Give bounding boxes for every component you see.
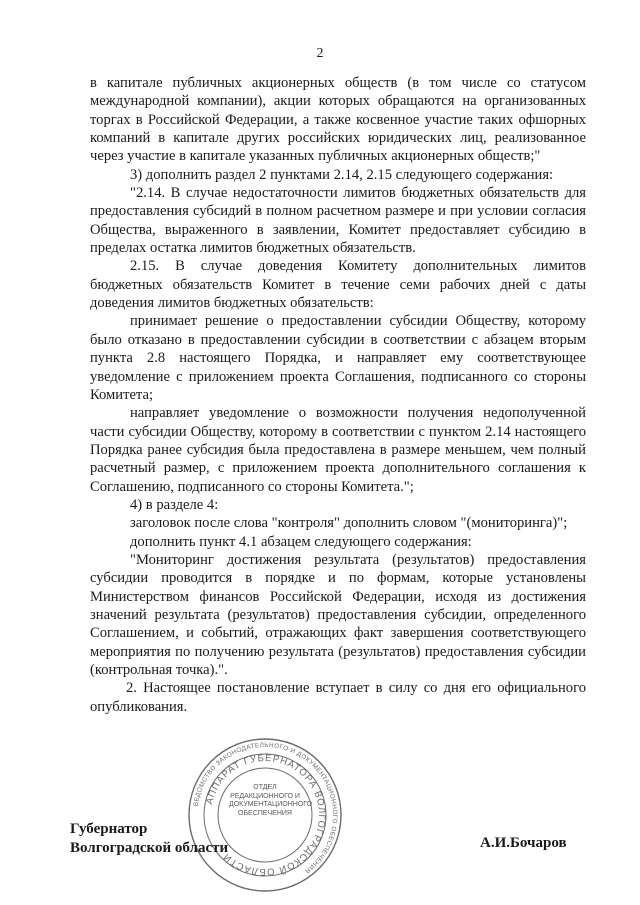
stamp-ring-text: АППАРАТ ГУБЕРНАТОРА ВОЛГОГРАДСКОЙ ОБЛАСТИ xyxy=(204,752,328,878)
stamp-inner-line: ДОКУМЕНТАЦИОННОГО xyxy=(229,801,313,808)
signatory-region: Волгоградской области xyxy=(70,840,229,856)
stamp-inner-line: ОТДЕЛ xyxy=(253,784,277,791)
paragraph: дополнить пункт 4.1 абзацем следующего содержания: xyxy=(130,533,472,550)
paragraph: 2. Настоящее постановление вступает в силу со дня его официального опубликования. xyxy=(90,680,586,715)
signatory-position: Губернатор xyxy=(70,821,148,837)
paragraph: "Мониторинг достижения результата (результатов) предоставления субсидии проводится в порядке и по формам, которые установлены Министерством финансов Российской Федерации, исходя из достижения значений результата (результатов) предоставления субсидии, определенного Соглашением, и событий, отражающих факт завершения соответствующего мероприятия по получению результата (результатов) предоставления субсидии (контрольная точка).". xyxy=(90,551,586,678)
paragraph: принимает решение о предоставлении субсидии Обществу, которому было отказано в предоставлении субсидии в соответствии с абзацем вторым пункта 2.8 настоящего Порядка, и направляет ему соответствующее уведомление с приложением проекта Соглашения, подписанного со стороны Комитета; xyxy=(90,313,586,403)
stamp-inner-line: ОБЕСПЕЧЕНИЯ xyxy=(238,809,292,817)
stamp-outer-text: ВЕДОМСТВО ЗАКОНОДАТЕЛЬНОГО И ДОКУМЕНТАЦИОННОГО ОБЕСПЕЧЕНИЯ xyxy=(192,741,339,875)
paragraph: заголовок после слова "контроля" дополнить словом "(мониторинга)"; xyxy=(130,515,568,532)
paragraph: 2.15. В случае доведения Комитету дополнительных лимитов бюджетных обязательств Комитет в течение семи рабочих дней с даты доведения лимитов бюджетных обязательств: xyxy=(90,258,586,312)
signature-title xyxy=(70,820,228,858)
paragraph: направляет уведомление о возможности получения недополученной части субсидии Обществу, которому в соответствии с пунктом 2.14 настоящего Порядка ранее субсидия была предоставлена в размере меньшем, чем полный расчетный размер, с приложением проекта дополнительного соглашения к Соглашению, подписанного со стороны Комитета."; xyxy=(90,405,586,495)
paragraph: 4) в разделе 4: xyxy=(130,496,219,513)
paragraph: в капитале публичных акционерных обществ (в том числе со статусом международной компании), акции которых обращаются на организованных торгах в Российской Федерации, а также косвенное участие таких офшорных компаний в капитале других российских юридических лиц, реализованное через участие в капитале указанных публичных акционерных обществ;" xyxy=(90,75,586,165)
signatory-name: А.И.Бочаров xyxy=(480,835,567,851)
document-body xyxy=(90,74,586,716)
paragraph: "2.14. В случае недостаточности лимитов бюджетных обязательств для предоставления субсидий в полном расчетном размере и при условии согласия Общества, выраженного в заявлении, Комитет предоставляет субсидию в пределах остатка лимитов бюджетных обязательств. xyxy=(90,185,586,257)
official-stamp xyxy=(186,736,344,894)
paragraph: 3) дополнить раздел 2 пунктами 2.14, 2.15 следующего содержания: xyxy=(130,166,554,183)
stamp-center-text xyxy=(229,784,313,818)
page-number: 2 xyxy=(316,46,324,61)
stamp-inner-line: РЕДАКЦИОННОГО И xyxy=(230,792,300,800)
